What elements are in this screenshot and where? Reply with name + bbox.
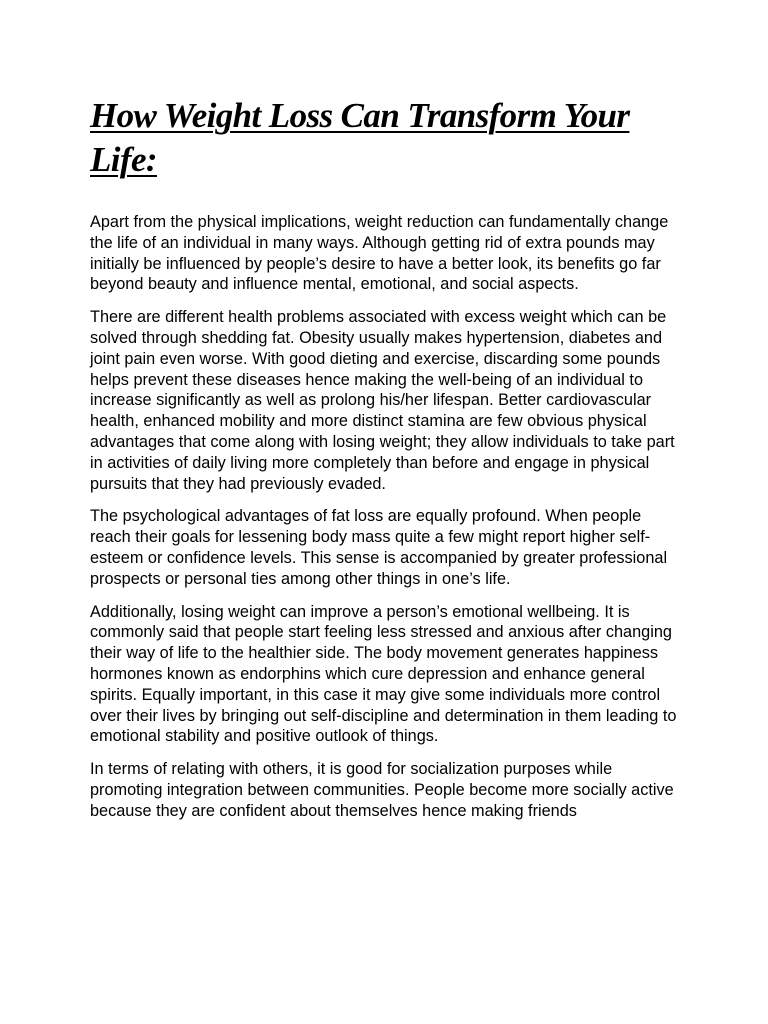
document-title: How Weight Loss Can Transform Your Life:: [90, 96, 630, 179]
paragraph-2: There are different health problems associated with excess weight which can be solved through shedding fat. Obesity usually makes hypertension, diabetes and joint pain even worse. With good dieting and exercise, discarding some pounds helps prevent these diseases hence making the well-being of an individual to increase significantly as well as prolong his/her lifespan. Better cardiovascular health, enhanced mobility and more distinct stamina are few obvious physical advantages that come along with losing weight; they allow individuals to take part in activities of daily living more completely than before and engage in physical pursuits that they had previously evaded.: [90, 308, 675, 493]
paragraph-4: Additionally, losing weight can improve a person’s emotional wellbeing. It is commonly said that people start feeling less stressed and anxious after changing their way of life to the healthier side. The body movement generates happiness hormones known as endorphins which cure depression and enhance general spirits. Equally important, in this case it may give some individuals more control over their lives by bringing out self-discipline and determination in them leading to emotional stability and positive outlook of things.: [90, 602, 677, 746]
paragraph-5: In terms of relating with others, it is good for socialization purposes while promoting integration between communities. People become more socially active because they are confident about themselves hence making friends: [90, 760, 674, 820]
document-body: [90, 212, 680, 834]
paragraph-3: The psychological advantages of fat loss are equally profound. When people reach their goals for lessening body mass quite a few might report higher self-esteem or confidence levels. This sense is accompanied by greater professional prospects or personal ties among other things in one’s life.: [90, 507, 668, 588]
paragraph-1: Apart from the physical implications, weight reduction can fundamentally change the life of an individual in many ways. Although getting rid of extra pounds may initially be influenced by people’s desire to have a better look, its benefits go far beyond beauty and influence mental, emotional, and social aspects.: [90, 213, 669, 294]
